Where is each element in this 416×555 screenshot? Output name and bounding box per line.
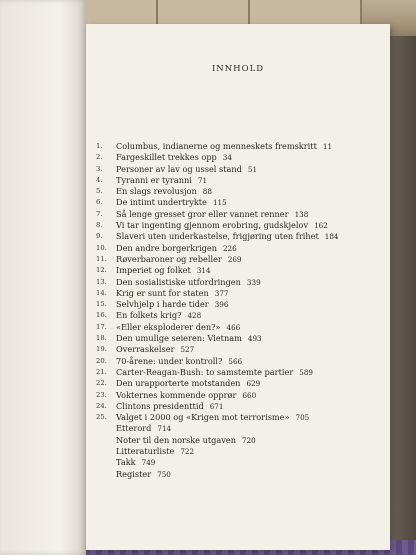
background-right xyxy=(386,36,416,555)
chapter-number: 13. xyxy=(96,277,107,286)
entry-title: Noter til den norske utgaven xyxy=(116,434,236,445)
chapter-title: Så lenge gresset gror eller vannet renner xyxy=(116,208,289,219)
page-number: 428 xyxy=(187,311,202,321)
chapter-title: Den andre borgerkrigen xyxy=(116,242,217,253)
chapter-number: 14. xyxy=(96,288,107,297)
chapter-number: 8. xyxy=(96,221,103,230)
chapter-number: 23. xyxy=(96,390,107,399)
chapter-title: Vi tar ingenting gjennom erobring, gudskjelov xyxy=(116,220,309,231)
chapter-number: 10. xyxy=(96,243,107,252)
page-number: 750 xyxy=(157,469,171,479)
chapter-title: Den sosialistiske utfordringen xyxy=(116,276,241,287)
page-number: 339 xyxy=(246,277,261,287)
chapter-title: Den urapporterte motstanden xyxy=(116,378,241,389)
chapter-number: 12. xyxy=(96,266,107,275)
page-number: 88 xyxy=(202,187,212,197)
chapter-number: 15. xyxy=(96,300,107,309)
chapter-title: En folkets krig? xyxy=(116,310,182,321)
page-number: 722 xyxy=(180,447,195,457)
toc-entry xyxy=(96,175,386,186)
page-number: 705 xyxy=(295,413,310,423)
chapter-title: Personer av lav og ussel stand xyxy=(116,163,242,174)
chapter-title: Selvhjelp i harde tider xyxy=(116,299,209,310)
chapter-number: 18. xyxy=(96,334,107,343)
page-number: 629 xyxy=(246,379,261,389)
page-number: 396 xyxy=(214,300,229,310)
chapter-title: 70-årene: under kontroll? xyxy=(116,355,223,366)
chapter-number: 19. xyxy=(96,345,107,354)
chapter-number: 21. xyxy=(96,367,107,376)
toc-entry xyxy=(96,378,386,389)
entry-title: Takk xyxy=(116,457,136,468)
page-number: 749 xyxy=(141,458,156,468)
toc-entry xyxy=(96,209,386,220)
chapter-number: 1. xyxy=(96,142,103,150)
page-number: 589 xyxy=(299,367,313,377)
chapter-title: Overraskelser xyxy=(116,344,175,355)
chapter-number: 4. xyxy=(96,175,103,184)
toc-entry xyxy=(96,310,386,321)
toc-extra-entry xyxy=(96,469,386,480)
chapter-number: 20. xyxy=(96,356,107,365)
toc-entry xyxy=(96,288,386,299)
page-number: 660 xyxy=(242,390,257,400)
toc-entry xyxy=(96,186,386,197)
chapter-number: 9. xyxy=(96,232,103,241)
chapter-title: Columbus, indianerne og menneskets fremskritt xyxy=(116,141,317,151)
page-number: 527 xyxy=(180,345,195,355)
page-number: 162 xyxy=(314,221,328,231)
chapter-title: Carter-Reagan-Bush: to samstemte partier xyxy=(116,366,294,377)
chapter-title: Vokternes kommende opprør xyxy=(116,389,237,400)
page-number: 314 xyxy=(196,266,211,276)
page-number: 466 xyxy=(226,322,241,332)
toc-entry xyxy=(96,265,386,276)
chapter-title: Fargeskillet trekkes opp xyxy=(116,152,217,163)
toc-extra-entry xyxy=(96,446,386,457)
page-number: 138 xyxy=(294,209,309,219)
toc-entry xyxy=(96,254,386,265)
page-number: 184 xyxy=(324,232,339,242)
toc-entry xyxy=(96,243,386,254)
toc-entry xyxy=(96,367,386,378)
toc-entry xyxy=(96,412,386,423)
toc-entry xyxy=(96,390,386,401)
page-number: 377 xyxy=(214,288,229,298)
chapter-title: Tyranni er tyranni xyxy=(116,174,192,185)
chapter-number: 7. xyxy=(96,209,103,218)
toc-entry xyxy=(96,401,386,412)
chapter-title: Clintons presidenttid xyxy=(116,400,204,411)
toc-entry xyxy=(96,152,386,163)
chapter-number: 16. xyxy=(96,311,107,320)
toc-entry xyxy=(96,164,386,175)
page-number: 566 xyxy=(228,356,243,366)
toc-entry xyxy=(96,356,386,367)
page-number: 51 xyxy=(247,164,258,174)
chapter-number: 2. xyxy=(96,153,103,162)
chapter-number: 3. xyxy=(96,164,103,173)
page-number: 11 xyxy=(322,142,333,151)
toc-extra-entry xyxy=(96,435,386,446)
page-number: 115 xyxy=(212,198,227,208)
chapter-number: 22. xyxy=(96,379,107,388)
chapter-title: «Eller eksploderer den?» xyxy=(116,321,221,332)
chapter-title: Imperiet og folket xyxy=(116,265,191,276)
chapter-title: Slaveri uten underkastelse, frigjøring uten frihet xyxy=(116,231,319,242)
page-title: INNHOLD xyxy=(211,64,265,74)
page-number: 71 xyxy=(197,175,208,185)
chapter-title: Valget i 2000 og «Krigen mot terrorisme» xyxy=(116,412,290,423)
chapter-number: 17. xyxy=(96,322,107,331)
toc-entry xyxy=(96,141,386,152)
entry-title: Register xyxy=(116,468,152,479)
toc-entry xyxy=(96,197,386,208)
entry-title: Litteraturliste xyxy=(116,446,175,457)
chapter-title: Den umulige seieren: Vietnam xyxy=(116,333,242,344)
page-number: 714 xyxy=(157,424,172,434)
toc-entry xyxy=(96,333,386,344)
page-number: 671 xyxy=(209,401,224,411)
toc-entry xyxy=(96,231,386,242)
left-page xyxy=(0,0,86,555)
page-number: 269 xyxy=(227,254,242,264)
chapter-number: 5. xyxy=(96,187,103,196)
chapter-title: Røverbaroner og rebeller xyxy=(116,253,222,264)
page-number: 720 xyxy=(242,435,256,445)
book-page xyxy=(86,24,390,550)
chapter-title: Krig er sunt for staten xyxy=(116,287,209,298)
chapter-number: 25. xyxy=(96,413,107,422)
toc-entry xyxy=(96,277,386,288)
toc-entry xyxy=(96,299,386,310)
page-number: 34 xyxy=(222,153,232,163)
entry-title: Etterord xyxy=(116,423,152,434)
toc-extra-entry xyxy=(96,423,386,434)
page-number: 493 xyxy=(247,334,262,344)
chapter-number: 24. xyxy=(96,401,107,410)
chapter-number: 6. xyxy=(96,198,103,207)
toc-entry xyxy=(96,344,386,355)
toc-extra-entry xyxy=(96,457,386,468)
toc-entry xyxy=(96,220,386,231)
chapter-number: 11. xyxy=(96,254,107,263)
toc-entry xyxy=(96,322,386,333)
page-number: 226 xyxy=(222,243,237,253)
table-of-contents xyxy=(96,141,386,480)
chapter-title: En slags revolusjon xyxy=(116,186,197,197)
chapter-title: De intimt undertrykte xyxy=(116,197,207,208)
